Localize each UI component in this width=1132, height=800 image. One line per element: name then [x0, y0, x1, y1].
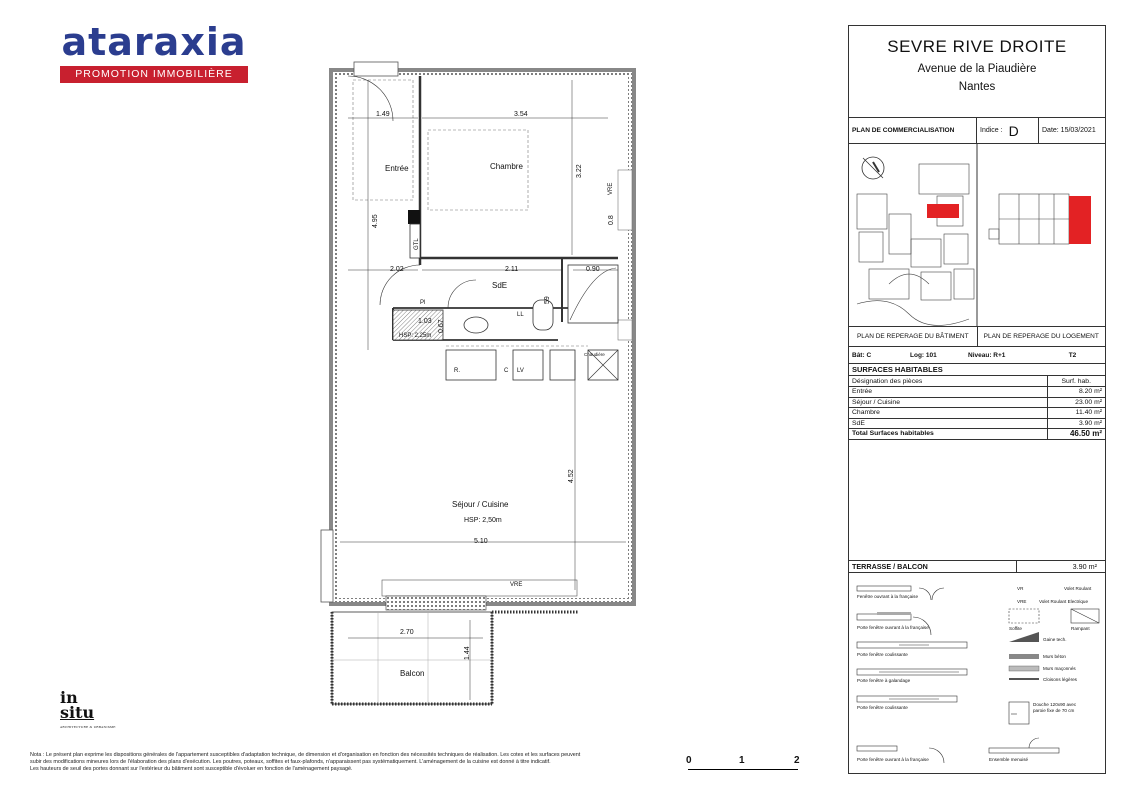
- legend-fenetre-francaise: Fenêtre ouvrant à la française: [857, 594, 919, 599]
- site-map-drawing: [849, 144, 1105, 327]
- log: Log: 101: [910, 351, 937, 359]
- tag-lv: LV: [517, 368, 524, 374]
- insitu-line2: situ: [60, 703, 95, 722]
- plan-type: PLAN DE COMMERCIALISATION: [849, 118, 977, 143]
- floor-plan-drawing: [318, 60, 648, 715]
- dim-4-95: 4.95: [372, 214, 379, 228]
- col-designation: Désignation des pièces: [849, 376, 1047, 387]
- disclaimer-note: [30, 752, 690, 773]
- tag-ll: LL: [517, 312, 524, 318]
- scale-2: 2: [794, 755, 800, 766]
- location-maps: [849, 144, 1105, 327]
- legend-murs-maconnes: Murs maçonnés: [1043, 666, 1076, 671]
- ataraxia-logo: [60, 22, 248, 83]
- logo-wordmark: ataraxia: [61, 20, 247, 64]
- scale-0: 0: [686, 755, 692, 766]
- table-row: [849, 397, 1105, 408]
- room-area: 23.00 m²: [1047, 397, 1105, 408]
- dim-2-70: 2.70: [400, 629, 414, 636]
- room-label-chambre: Chambre: [490, 162, 523, 171]
- table-row: [849, 387, 1105, 398]
- tag-vre-bottom: VRE: [510, 582, 523, 588]
- legend-porte-coulissante: Porte fenêtre coulissante: [857, 652, 908, 657]
- dim-59: 59: [544, 296, 551, 304]
- gtl-block: [408, 210, 420, 224]
- legend-vre-desc: Volet Roulant Electrique: [1039, 599, 1089, 604]
- room-name: Séjour / Cuisine: [849, 397, 1047, 408]
- project-name: SEVRE RIVE DROITE: [887, 37, 1067, 56]
- tag-chaudiere: Chaudière: [584, 352, 605, 357]
- scale-line: [688, 769, 798, 770]
- dim-0-67: 0.67: [438, 319, 445, 333]
- indice-value: D: [1008, 122, 1019, 139]
- insitu-line3: ARCHITECTURE & URBANISME: [60, 725, 116, 729]
- note-line-3: Les hauteurs de seuil des portes donnant sur l'extérieur du bâtiment sont susceptible d'évoluer en fonction de l'aménagement paysagé.: [30, 766, 353, 772]
- tag-pl: Pl: [420, 300, 426, 306]
- indice-label: Indice :: [980, 127, 1003, 134]
- dim-5-10: 5.10: [474, 538, 488, 545]
- legend-murs-beton: Murs béton: [1043, 654, 1066, 659]
- indice-cell: [977, 118, 1039, 143]
- legend-symbols: [849, 574, 1105, 774]
- map-label-left: PLAN DE REPERAGE DU BÂTIMENT: [849, 327, 978, 346]
- dim-1-44: 1.44: [464, 646, 471, 660]
- room-name: Entrée: [849, 387, 1047, 398]
- niveau: Niveau: R+1: [968, 351, 1006, 359]
- room-label-balcon: Balcon: [400, 669, 425, 678]
- dim-2-02: 2.02: [390, 266, 404, 273]
- scale-1: 1: [739, 755, 745, 766]
- table-row: [849, 418, 1105, 429]
- project-header: [849, 26, 1105, 118]
- tag-c: C: [504, 368, 509, 374]
- room-area: 11.40 m²: [1047, 408, 1105, 419]
- dim-4-52: 4.52: [568, 469, 575, 483]
- table-header: [849, 376, 1105, 387]
- legend-rampant: Rampant: [1071, 626, 1090, 631]
- insitu-logo: [60, 690, 120, 735]
- room-label-entree: Entrée: [385, 164, 409, 173]
- tag-r: R.: [454, 368, 460, 374]
- logement-highlight: [1069, 196, 1091, 244]
- project-city: Nantes: [958, 81, 996, 93]
- legend-porte-fenetre-francaise: Porte fenêtre ouvrant à la française: [857, 625, 929, 630]
- legend-gaine: Gaine tech.: [1043, 637, 1067, 642]
- project-street: Avenue de la Piaudière: [917, 63, 1037, 75]
- building-highlight: [927, 204, 959, 218]
- room-name: SdE: [849, 418, 1047, 429]
- insitu-line1: in: [60, 688, 78, 707]
- total-label: Total Surfaces habitables: [849, 429, 1047, 440]
- legend-cloisons: Cloisons légères: [1043, 677, 1077, 682]
- legend-porte-francaise-2: Porte fenêtre ouvrant à la française: [857, 757, 929, 762]
- terrasse-row: [849, 560, 1105, 573]
- terrasse-value: 3.90 m²: [1072, 562, 1097, 571]
- legend-soffite: Soffite: [1009, 626, 1022, 631]
- dim-3-22: 3.22: [576, 164, 583, 178]
- col-surface: Surf. hab.: [1047, 376, 1105, 387]
- bat: Bât: C: [852, 351, 872, 359]
- tag-vre-right: VRE: [608, 182, 614, 195]
- plan-date: Date: 15/03/2021: [1042, 127, 1096, 134]
- table-row: [849, 408, 1105, 419]
- surfaces-table: [849, 376, 1105, 440]
- legend: [849, 574, 1105, 774]
- legend-douche: Douche 120x90 avec: [1033, 702, 1077, 707]
- note-line-1: Nota : Le présent plan exprime les dispositions générales de l'appartement susceptibles d'adaptation technique, de dimension et d'organisation en fonction des nécessités techniques de réalisation. Les cotes et les surfaces peuvent: [30, 752, 581, 758]
- total-value: 46.50 m²: [1047, 429, 1105, 440]
- surfaces-title: SURFACES HABITABLES: [849, 364, 1105, 376]
- room-label-sejour: Séjour / Cuisine: [452, 500, 509, 509]
- dim-0-8: 0.8: [608, 215, 615, 225]
- table-total-row: [849, 429, 1105, 440]
- plan-meta-row: [849, 118, 1105, 144]
- dim-3-54: 3.54: [514, 111, 528, 118]
- dim-2-11: 2.11: [505, 266, 519, 273]
- lot-info: [849, 347, 1105, 364]
- map-labels: [849, 327, 1105, 347]
- legend-vr: VR: [1017, 586, 1024, 591]
- dim-0-90: 0.90: [586, 266, 600, 273]
- logo-tagline: PROMOTION IMMOBILIÈRE: [60, 66, 248, 83]
- scale-bar: [686, 755, 801, 775]
- legend-douche-2: paroie fixe de 70 cm: [1033, 708, 1075, 713]
- room-label-sde: SdE: [492, 281, 508, 290]
- legend-ensemble: Ensemble menuisé: [989, 757, 1029, 762]
- dim-1-49: 1.49: [376, 111, 390, 118]
- terrasse-label: TERRASSE / BALCON: [849, 561, 1017, 572]
- tag-hsp-small: HSP: 2,25m: [399, 333, 432, 339]
- legend-vr-desc: Volet Roulant: [1064, 586, 1092, 591]
- tag-gtl: GTL: [414, 238, 420, 250]
- legend-vre: VRE: [1017, 599, 1027, 604]
- room-area: 8.20 m²: [1047, 387, 1105, 398]
- typologie: T2: [1068, 351, 1077, 359]
- room-area: 3.90 m²: [1047, 418, 1105, 429]
- title-block: [848, 25, 1106, 774]
- map-label-right: PLAN DE REPERAGE DU LOGEMENT: [983, 333, 1099, 340]
- room-name: Chambre: [849, 408, 1047, 419]
- legend-galandage: Porte fenêtre à galandage: [857, 678, 911, 683]
- note-line-2: subir des modifications mineures lors de l'élaboration des plans d'exécution. Les poutres, poteaux, soffites et faux-plafonds, n'apparaissent pas systématiquement. L'aménagement de la cuisine est donné à titre indicatif.: [30, 759, 551, 765]
- dim-1-03: 1.03: [418, 318, 432, 325]
- legend-porte-coulissante-2: Porte fenêtre coulissante: [857, 705, 908, 710]
- room-hsp: HSP: 2,50m: [464, 517, 502, 524]
- floor-plan: [318, 60, 648, 715]
